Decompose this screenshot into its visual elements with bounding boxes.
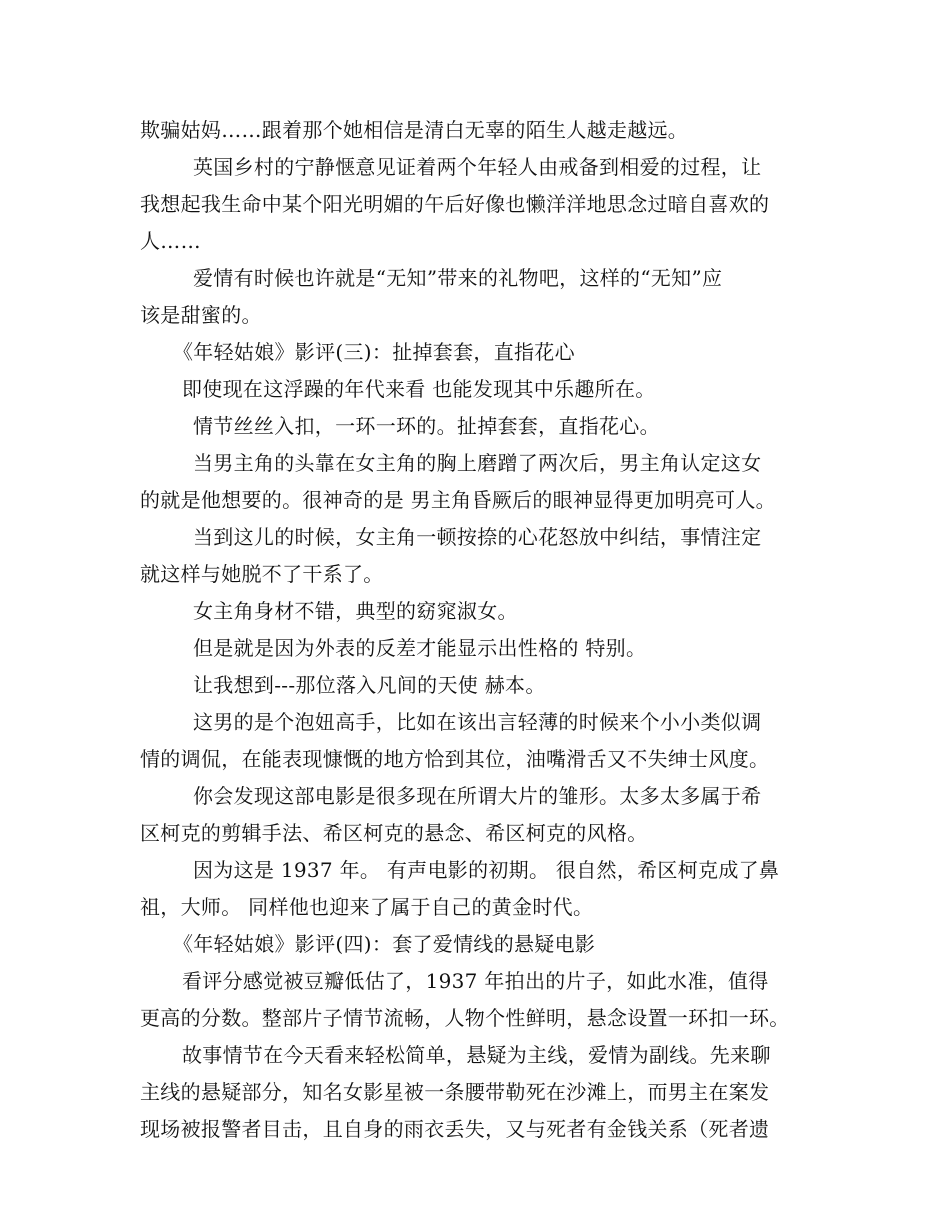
- text-line: 欺骗姑妈……跟着那个她相信是清白无辜的陌生人越走越远。: [140, 118, 689, 142]
- text-line: 主线的悬疑部分，知名女影星被一条腰带勒死在沙滩上，而男主在案发: [140, 1080, 770, 1104]
- text-line: 当男主角的头靠在女主角的胸上磨蹭了两次后，男主角认定这女: [193, 451, 762, 475]
- text-line: 人……: [140, 229, 201, 253]
- text-line: 因为这是 1937 年。 有声电影的初期。 很自然，希区柯克成了鼻: [193, 858, 780, 882]
- text-line: 情的调侃，在能表现慷慨的地方恰到其位，油嘴滑舌又不失绅士风度。: [140, 747, 770, 771]
- section-heading: 《年轻姑娘》影评(三)：扯掉套套，直指花心: [173, 340, 575, 364]
- text-line: 情节丝丝入扣，一环一环的。扯掉套套，直指花心。: [193, 414, 660, 438]
- text-line: 现场被报警者目击，且自身的雨衣丢失，又与死者有金钱关系（死者遗: [140, 1117, 770, 1141]
- text-line: 当到这儿的时候，女主角一顿按捺的心花怒放中纠结，事情注定: [193, 525, 762, 549]
- text-line: 女主角身材不错，典型的窈窕淑女。: [193, 599, 518, 623]
- text-line: 让我想到---那位落入凡间的天使 赫本。: [193, 673, 546, 697]
- text-line: 我想起我生命中某个阳光明媚的午后好像也懒洋洋地思念过暗自喜欢的: [140, 192, 770, 216]
- text-line: 的就是他想要的。很神奇的是 男主角昏厥后的眼神显得更加明亮可人。: [140, 488, 776, 512]
- section-heading: 《年轻姑娘》影评(四)：套了爱情线的悬疑电影: [173, 932, 596, 956]
- text-line: 区柯克的剪辑手法、希区柯克的悬念、希区柯克的风格。: [140, 821, 648, 845]
- text-line: 该是甜蜜的。: [140, 303, 262, 327]
- text-line: 你会发现这部电影是很多现在所谓大片的雏形。太多太多属于希: [193, 784, 762, 808]
- text-line: 就这样与她脱不了干系了。: [140, 562, 384, 586]
- text-line: 英国乡村的宁静惬意见证着两个年轻人由戒备到相爱的过程，让: [193, 155, 762, 179]
- text-line: 故事情节在今天看来轻松简单，悬疑为主线，爱情为副线。先来聊: [182, 1043, 771, 1067]
- text-line: 这男的是个泡妞高手，比如在该出言轻薄的时候来个小小类似调: [193, 710, 762, 734]
- text-line: 即使现在这浮躁的年代来看 也能发现其中乐趣所在。: [182, 377, 656, 401]
- text-line: 祖，大师。 同样他也迎来了属于自己的黄金时代。: [140, 895, 594, 919]
- text-line: 更高的分数。整部片子情节流畅，人物个性鲜明，悬念设置一环扣一环。: [140, 1006, 790, 1030]
- text-line: 但是就是因为外表的反差才能显示出性格的 特别。: [193, 636, 647, 660]
- text-line: 看评分感觉被豆瓣低估了，1937 年拍出的片子，如此水准，值得: [182, 969, 769, 993]
- text-line: 爱情有时候也许就是“无知”带来的礼物吧，这样的“无知”应: [193, 266, 723, 290]
